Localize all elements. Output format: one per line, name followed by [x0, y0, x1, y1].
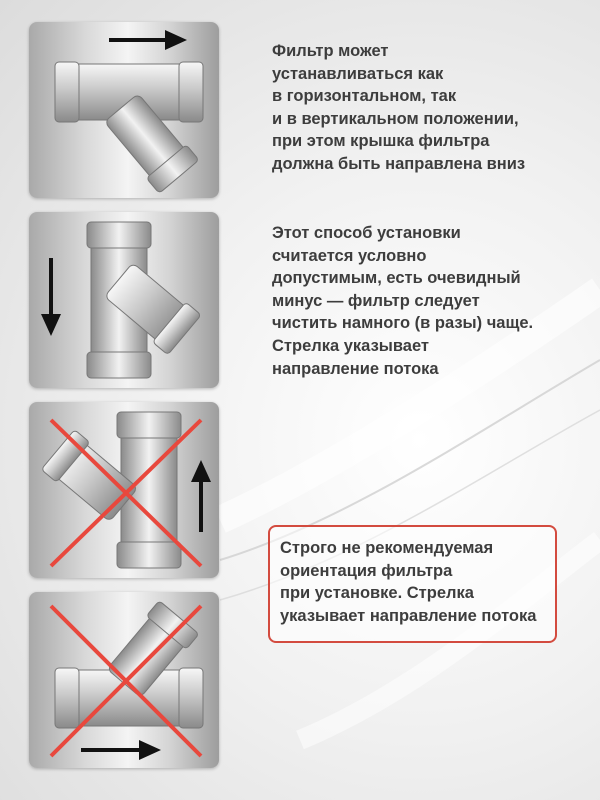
filter-horizontal-image: [29, 22, 219, 198]
arrow-down-icon: [41, 258, 61, 336]
filter-vertical-down-image: [29, 212, 219, 388]
caption-horizontal: Фильтр может устанавливаться как в горизонтальном, так и в вертикальном положении, при этом крышка фильтра должна быть направлена вниз: [272, 42, 526, 173]
panel-vertical-down-acceptable: [29, 212, 219, 388]
caption-vertical-down: Этот способ установки считается условно допустимым, есть очевидный минус — фильтр следует чистить намного (в разы) чаще. Стрелка указывает направление потока: [272, 224, 534, 378]
caption-not-recommended: Строго не рекомендуемая ориентация фильтра при установке. Стрелка указывает направление потока: [280, 539, 537, 625]
filter-cap-up-image: [29, 592, 219, 768]
panel-horizontal-ok: [29, 22, 219, 198]
arrow-right-icon: [81, 740, 161, 760]
panel-horizontal-cap-up-wrong: [29, 592, 219, 768]
panel-vertical-up-wrong: [29, 402, 219, 578]
arrow-right-icon: [109, 30, 187, 50]
filter-vertical-up-image: [29, 402, 219, 578]
arrow-up-icon: [191, 460, 211, 532]
